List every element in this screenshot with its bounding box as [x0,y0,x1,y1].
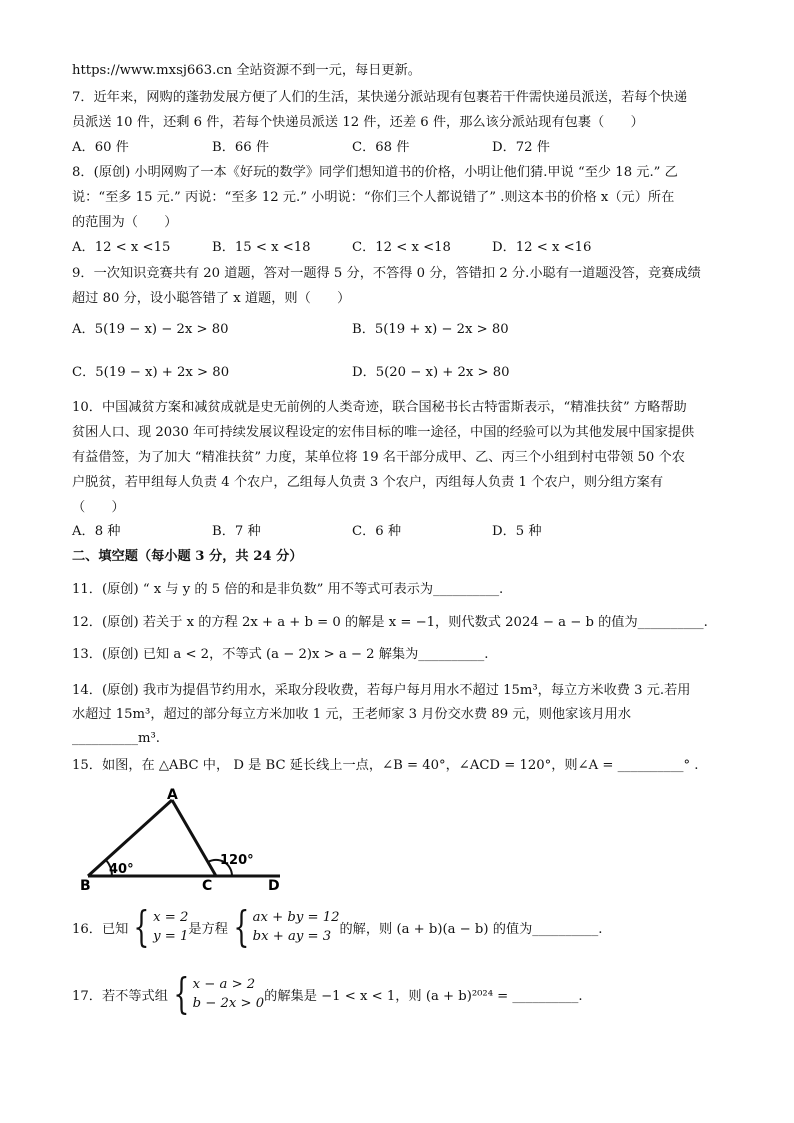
q17-sys-row2: b − 2x > 0 [192,996,265,1011]
q16-system-1 [153,908,188,946]
q15-angle-c-label: 120° [220,853,254,868]
q17-suffix: 的解集是 −1 < x < 1，则 (a + b)²⁰²⁴ = __________. [264,988,583,1004]
q8-option-b[interactable]: B．15 < x <18 [212,240,311,255]
section-fill-in-heading: 二、填空题（每小题 3 分，共 24 分） [72,549,303,564]
q9-option-c[interactable]: C．5(19 − x) + 2x > 80 [72,365,230,380]
q10-line1: 10．中国减贫方案和减贫成就是史无前例的人类奇迹，联合国秘书长古特雷斯表示，“精准扶贫” 方略帮助 [72,400,687,415]
q15-label-a: A [167,788,178,803]
q16-row [72,902,603,951]
q16-system-2 [253,908,340,946]
q8-line3: 的范围为（ ） [72,215,178,230]
q16-middle: 是方程 [188,921,228,937]
q10-line5: （ ） [72,500,125,515]
q8-option-c[interactable]: C．12 < x <18 [352,240,451,255]
q9-line1: 9．一次知识竞赛共有 20 道题，答对一题得 5 分，不答得 0 分，答错扣 2 分.小聪有一道题没答，竞赛成绩 [72,266,701,281]
q14-line3: __________m³. [72,731,160,746]
q7-option-d[interactable]: D．72 件 [492,140,550,155]
q9-option-a[interactable]: A．5(19 − x) − 2x > 80 [72,322,229,337]
q9-line2: 超过 80 分，设小聪答错了 x 道题，则（ ） [72,291,351,306]
q9-option-b[interactable]: B．5(19 + x) − 2x > 80 [352,322,509,337]
q15-angle-b-label: 40° [109,862,134,877]
q10-line2: 贫困人口、现 2030 年可持续发展议程设定的宏伟目标的唯一途径，中国的经验可以为其他发展中国家提供 [72,425,695,440]
q13-text: 13．(原创) 已知 a < 2，不等式 (a − 2)x > a − 2 解集为__________. [72,647,489,662]
q15-label-d: D [268,878,280,892]
q7-line1: 7．近年来，网购的蓬勃发展方便了人们的生活，某快递分派站现有包裹若干件需快递员派送，若每个快递 [72,90,688,105]
q8-line1: 8．(原创) 小明网购了一本《好玩的数学》同学们想知道书的价格，小明让他们猜.甲说 “至少 18 元.” 乙 [72,165,678,180]
q10-option-b[interactable]: B．7 种 [212,524,261,539]
q15-text: 15．如图，在 △ABC 中， D 是 BC 延长线上一点，∠B = 40°，∠ACD = 120°，则∠A = __________° . [72,758,699,773]
q8-line2: 说：“至多 15 元.” 丙说：“至多 12 元.” 小明说：“你们三个人都说错了” .则这本书的价格 x（元）所在 [72,190,675,205]
q14-line1: 14．(原创) 我市为提倡节约用水，采取分段收费，若每户每月用水不超过 15m³，每立方米收费 3 元.若用 [72,683,691,698]
q7-option-a[interactable]: A．60 件 [72,140,129,155]
q8-option-d[interactable]: D．12 < x <16 [492,240,592,255]
q15-triangle-figure [76,788,290,892]
q12-text: 12．(原创) 若关于 x 的方程 2x + a + b = 0 的解是 x = −1，则代数式 2024 − a − b 的值为__________. [72,615,708,630]
q9-option-d[interactable]: D．5(20 − x) + 2x > 80 [352,365,510,380]
q10-line4: 户脱贫，若甲组每人负责 4 个农户，乙组每人负责 3 个农户，丙组每人负责 1 个农户，则分组方案有 [72,475,664,490]
q10-option-d[interactable]: D．5 种 [492,524,542,539]
q15-label-c: C [202,878,213,892]
q16-prefix: 16．已知 [72,921,129,937]
q7-option-c[interactable]: C．68 件 [352,140,410,155]
q16-sys1-row1: x = 2 [153,910,189,925]
q16-suffix: 的解，则 (a + b)(a − b) 的值为__________. [339,921,603,937]
q15-label-b: B [80,878,91,892]
q15-side-ac [172,800,216,876]
q16-brace-1: { [133,902,150,951]
header-source-line: https://www.mxsj663.cn 全站资源不到一元，每日更新。 [72,63,421,78]
q16-sys2-row2: bx + ay = 3 [252,929,332,944]
q17-brace: { [173,969,190,1018]
q17-prefix: 17．若不等式组 [72,988,168,1004]
q10-option-c[interactable]: C．6 种 [352,524,402,539]
q17-system [193,975,265,1013]
q17-sys-row1: x − a > 2 [192,977,256,992]
q14-line2: 水超过 15m³，超过的部分每立方米加收 1 元，王老师家 3 月份交水费 89 元，则他家该月用水 [72,707,632,722]
q7-option-b[interactable]: B．66 件 [212,140,270,155]
q8-option-a[interactable]: A．12 < x <15 [72,240,171,255]
q7-line2: 员派送 10 件，还剩 6 件，若每个快递员派送 12 件，还差 6 件，那么该分派站现有包裹（ ） [72,115,644,130]
q10-option-a[interactable]: A．8 种 [72,524,121,539]
q11-text: 11．(原创) “ x 与 y 的 5 倍的和是非负数” 用不等式可表示为__________. [72,582,504,597]
q16-sys1-row2: y = 1 [153,929,189,944]
q17-row [72,969,583,1018]
q10-line3: 有益借签，为了加大 “精准扶贫” 力度，某单位将 19 名干部分成甲、乙、丙三个小组到村屯带领 50 个农 [72,450,685,465]
q16-sys2-row1: ax + by = 12 [252,910,340,925]
q16-brace-2: { [233,902,250,951]
